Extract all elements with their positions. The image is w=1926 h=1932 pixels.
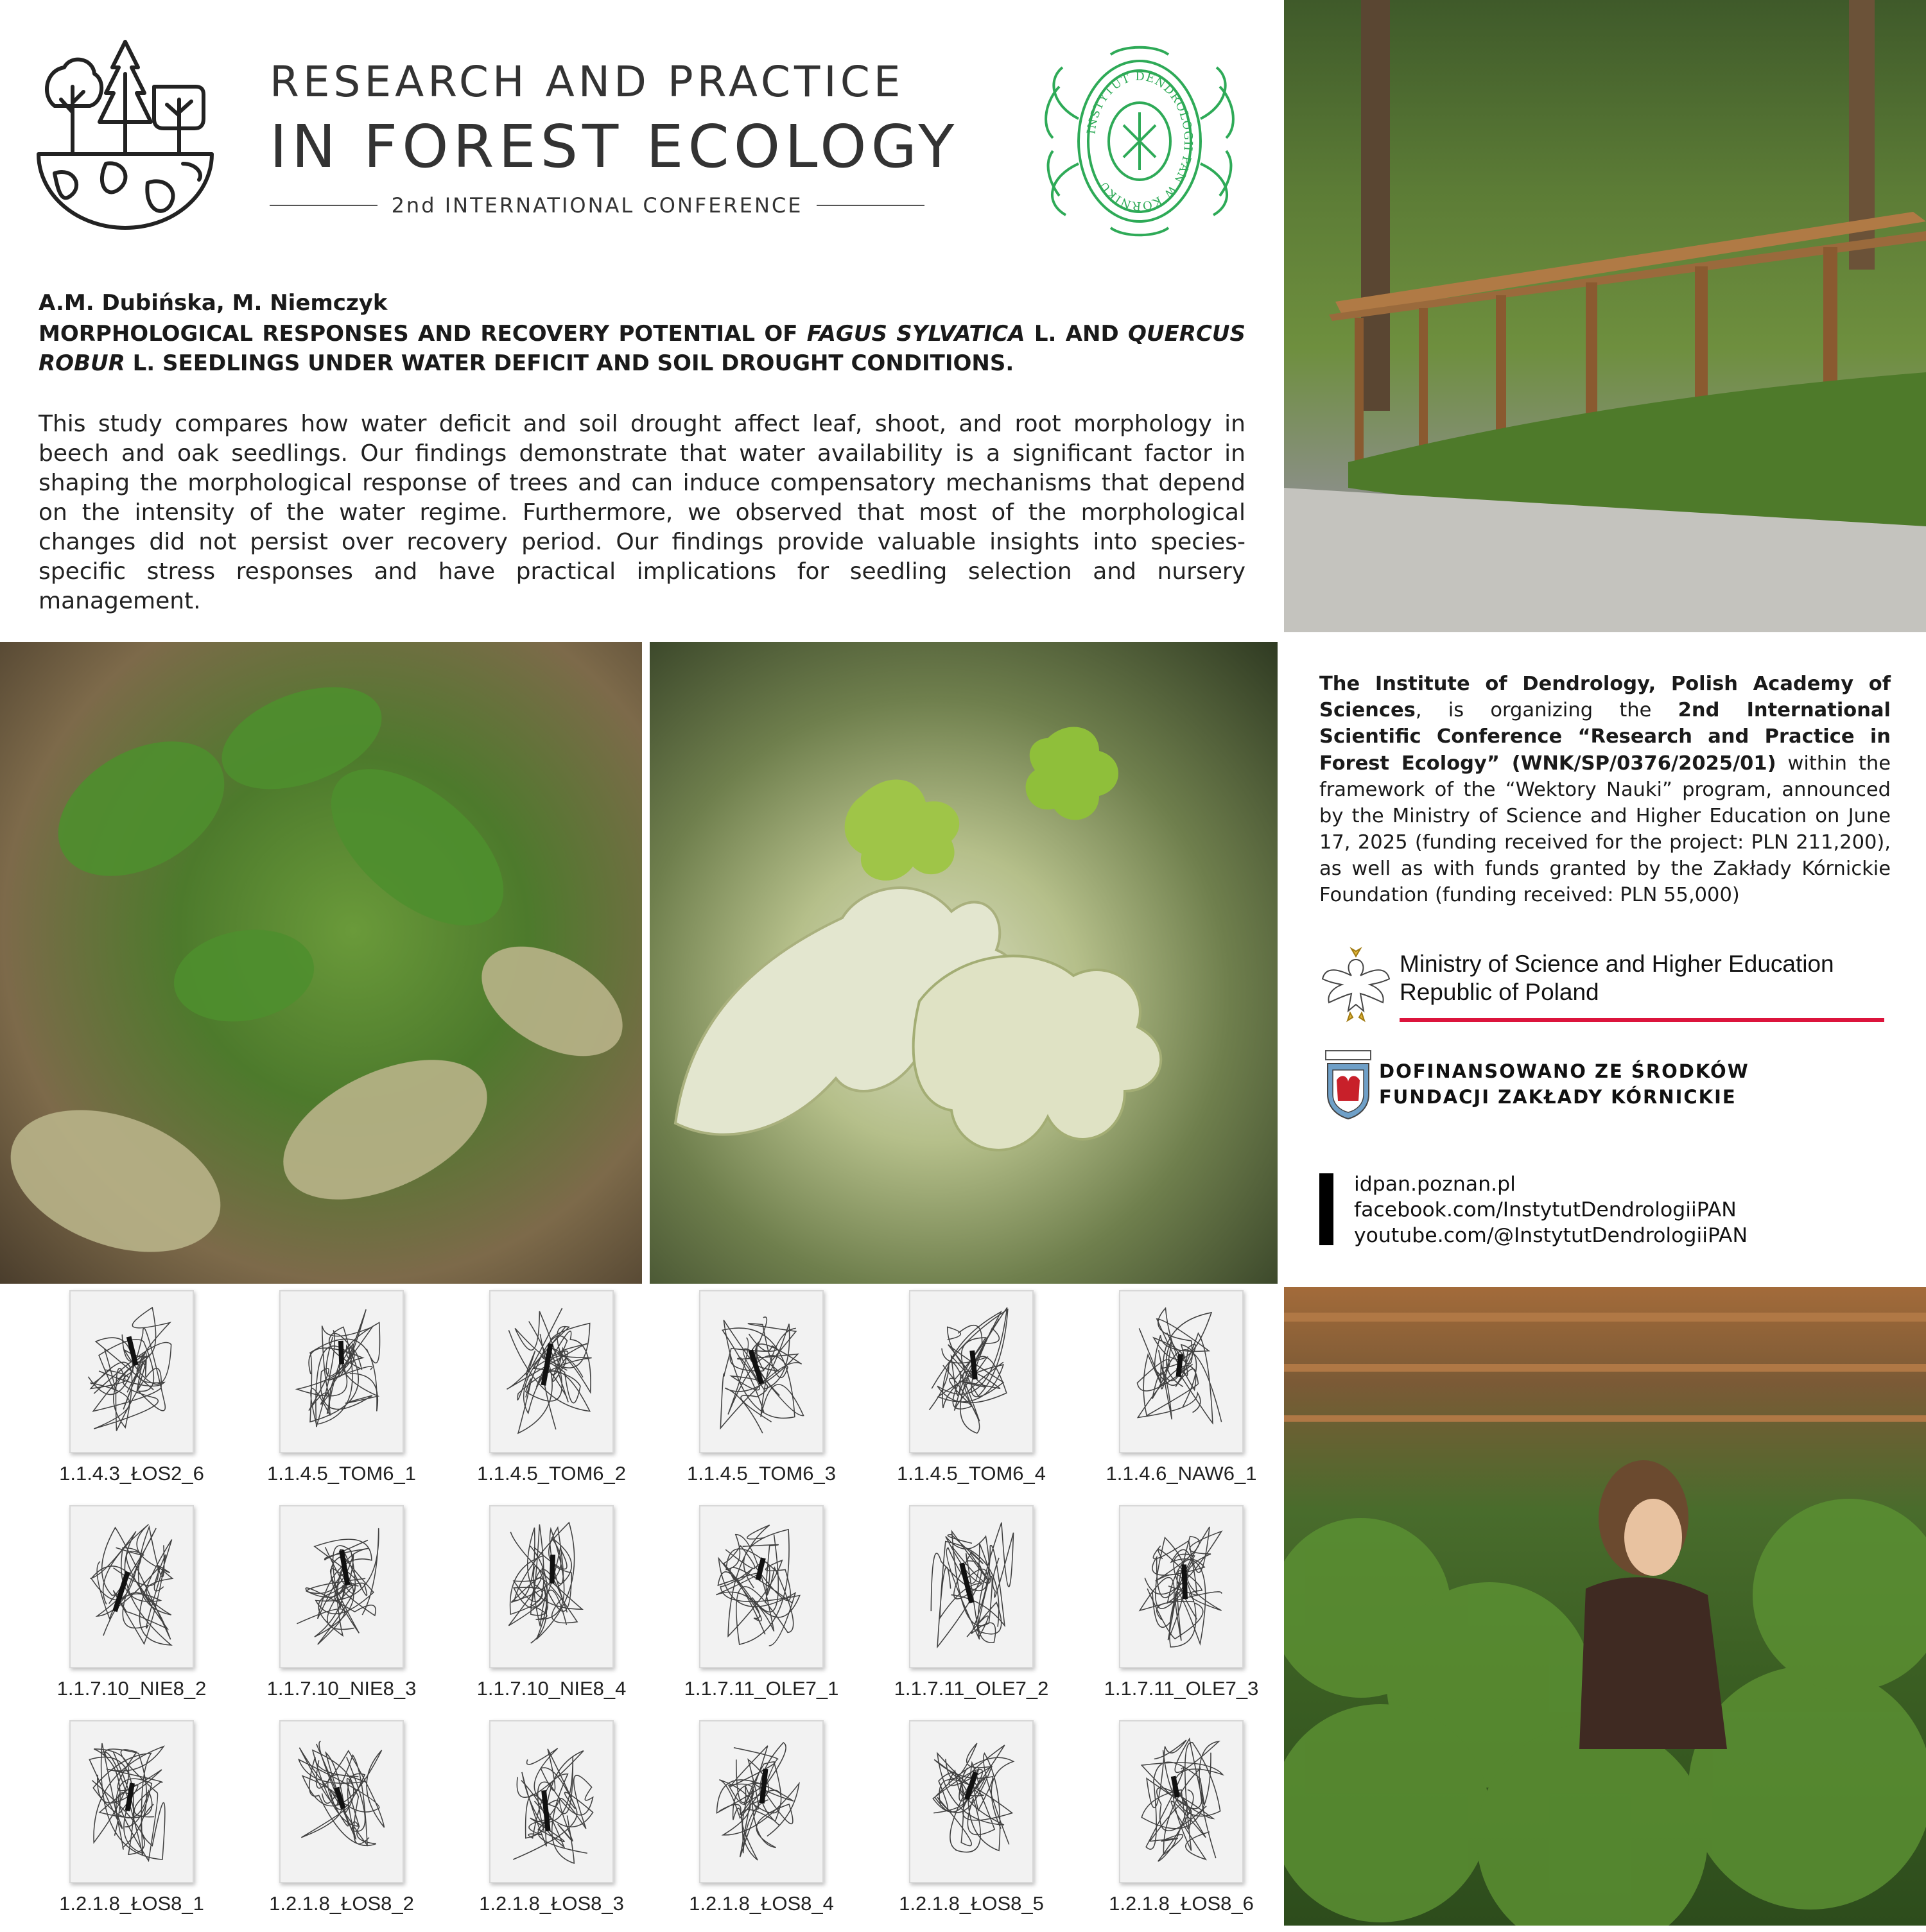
root-scan-item	[245, 1720, 438, 1932]
subtitle-rule-right	[817, 205, 924, 206]
links-bar	[1319, 1173, 1333, 1245]
root-scan-image	[489, 1290, 614, 1453]
link-website[interactable]: idpan.poznan.pl	[1354, 1173, 1516, 1196]
root-scan-label: 1.1.7.11_OLE7_2	[894, 1677, 1049, 1700]
root-scan-item	[245, 1290, 438, 1502]
root-scan-item	[35, 1720, 228, 1932]
root-scan-label: 1.1.4.3_ŁOS2_6	[59, 1462, 204, 1485]
paper-title	[39, 320, 1245, 379]
root-scan-image	[279, 1505, 404, 1668]
root-scan-item	[455, 1290, 648, 1502]
root-scan-label: 1.1.4.5_TOM6_3	[686, 1462, 837, 1485]
root-scan-label: 1.1.4.5_TOM6_1	[266, 1462, 417, 1485]
root-scan-label: 1.2.1.8_ŁOS8_6	[1109, 1892, 1254, 1915]
nursery-photo	[1284, 0, 1926, 632]
root-scan-item	[35, 1505, 228, 1717]
root-scan-label: 1.1.7.10_NIE8_4	[476, 1677, 627, 1700]
conference-title	[270, 57, 959, 218]
beech-seedling-photo	[0, 642, 642, 1284]
root-scan-item	[875, 1290, 1068, 1502]
root-scan-image	[699, 1720, 824, 1883]
root-scan-item	[455, 1720, 648, 1932]
abstract-text: This study compares how water deficit and soil drought affect leaf, shoot, and root morphology in beech and oak seedlings. Our findings demonstrate that water availability is a significant factor in shaping the morphological response of trees and can induce compensatory mechanisms that depend on the intensity of the water regime. Furthermore, we observed that most of the morphological changes did not persist over recovery period. Our findings provide valuable insights into species-specific stress responses and have practical implications for seedling selection and nursery management.	[39, 410, 1245, 615]
root-scan-image	[909, 1290, 1034, 1453]
root-scan-label: 1.1.4.5_TOM6_4	[896, 1462, 1046, 1485]
root-scan-label: 1.1.4.6_NAW6_1	[1106, 1462, 1257, 1485]
root-scan-label: 1.2.1.8_ŁOS8_3	[479, 1892, 624, 1915]
root-scan-label: 1.1.4.5_TOM6_2	[476, 1462, 627, 1485]
root-scan-item	[245, 1505, 438, 1717]
title-part-1: MORPHOLOGICAL RESPONSES AND RECOVERY POTENTIAL OF	[39, 321, 807, 347]
root-scan-image	[909, 1505, 1034, 1668]
fundacja-crest-icon	[1323, 1049, 1374, 1120]
root-scan-image	[1119, 1290, 1244, 1453]
root-scan-item	[35, 1290, 228, 1502]
authors: A.M. Dubińska, M. Niemczyk	[39, 290, 388, 316]
title-line-2: IN FOREST ECOLOGY	[270, 112, 959, 181]
root-scan-label: 1.1.7.11_OLE7_3	[1104, 1677, 1259, 1700]
subtitle-row	[270, 193, 924, 218]
ministry-line-1: Ministry of Science and Higher Education	[1400, 951, 1834, 977]
ministry-logo	[1319, 944, 1897, 1033]
root-scan-label: 1.1.7.11_OLE7_1	[684, 1677, 839, 1700]
root-scan-image	[69, 1505, 194, 1668]
root-scan-image	[489, 1505, 614, 1668]
root-scan-image	[699, 1290, 824, 1453]
root-scan-image	[279, 1720, 404, 1883]
title-part-3: L. SEEDLINGS UNDER WATER DEFICIT AND SOIL DROUGHT CONDITIONS.	[125, 350, 1014, 377]
root-scan-item	[665, 1720, 858, 1932]
white-eagle-icon	[1319, 944, 1393, 1024]
root-scan-item	[875, 1720, 1068, 1932]
root-scan-image	[69, 1720, 194, 1883]
fundacja-text	[1379, 1058, 1749, 1110]
fundacja-logo	[1323, 1049, 1900, 1126]
root-scan-item	[875, 1505, 1068, 1717]
root-scan-image	[1119, 1505, 1244, 1668]
root-scan-item	[665, 1505, 858, 1717]
root-scan-label: 1.1.7.10_NIE8_3	[266, 1677, 417, 1700]
title-part-2: L. AND	[1025, 321, 1129, 347]
title-line-1: RESEARCH AND PRACTICE	[270, 57, 905, 107]
conference-subtitle: 2nd INTERNATIONAL CONFERENCE	[391, 193, 803, 218]
root-scan-image	[489, 1720, 614, 1883]
title-species-2: QUERCUS ROBUR	[39, 321, 1245, 377]
root-scan-image	[699, 1505, 824, 1668]
root-scan-item	[455, 1505, 648, 1717]
root-scan-image	[69, 1290, 194, 1453]
institute-name: The Institute of Dendrology, Polish Academy of Sciences	[1319, 673, 1891, 722]
link-facebook[interactable]: facebook.com/InstytutDendrologiiPAN	[1354, 1198, 1737, 1221]
institute-seal-icon	[1034, 42, 1245, 241]
title-species-1: FAGUS SYLVATICA	[806, 321, 1025, 347]
funding-text-2: within the framework of the “Wektory Nauki” program, announced by the Ministry of Science and Higher Education on June 17, 2025 (funding received for the project: PLN 211,200), as well as with funds granted by the Zakłady Kórnickie Foundation (funding received: PLN 55,000)	[1319, 752, 1891, 907]
root-scan-item	[1085, 1505, 1278, 1717]
fundacja-line-1: DOFINANSOWANO ZE ŚRODKÓW	[1379, 1060, 1749, 1082]
researcher-photo	[1284, 1287, 1926, 1926]
root-scan-label: 1.1.7.10_NIE8_2	[56, 1677, 207, 1700]
root-scan-item	[1085, 1290, 1278, 1502]
links-list	[1354, 1171, 1748, 1248]
link-youtube[interactable]: youtube.com/@InstytutDendrologiiPAN	[1354, 1224, 1748, 1247]
links-section	[1319, 1171, 1897, 1248]
root-scan-image	[909, 1720, 1034, 1883]
subtitle-rule-left	[270, 205, 377, 206]
root-scan-item	[665, 1290, 858, 1502]
seal-text: INSTYTUT DENDROLOGII PAN W KÓRNIKU	[1084, 69, 1195, 213]
root-scan-label: 1.2.1.8_ŁOS8_4	[689, 1892, 834, 1915]
ministry-name	[1400, 950, 1834, 1006]
root-scan-label: 1.2.1.8_ŁOS8_2	[269, 1892, 414, 1915]
ministry-red-bar	[1400, 1018, 1884, 1022]
forest-globe-icon	[35, 35, 215, 234]
root-scan-item	[1085, 1720, 1278, 1932]
root-scan-image	[279, 1290, 404, 1453]
root-scan-label: 1.2.1.8_ŁOS8_5	[899, 1892, 1044, 1915]
root-scan-grid	[35, 1290, 1259, 1926]
fundacja-line-2: FUNDACJI ZAKŁADY KÓRNICKIE	[1379, 1086, 1737, 1108]
ministry-line-2: Republic of Poland	[1400, 978, 1599, 1005]
root-scan-label: 1.2.1.8_ŁOS8_1	[59, 1892, 204, 1915]
oak-leaf-photo	[650, 642, 1278, 1284]
conference-reference: 2nd International Scientific Conference “Research and Practice in Forest Ecology” (WNK/SP/0376/2025/01)	[1319, 699, 1891, 775]
funding-statement	[1319, 671, 1891, 909]
abstract-section	[39, 289, 1245, 617]
funding-text-1: , is organizing the	[1415, 699, 1678, 722]
root-scan-image	[1119, 1720, 1244, 1883]
